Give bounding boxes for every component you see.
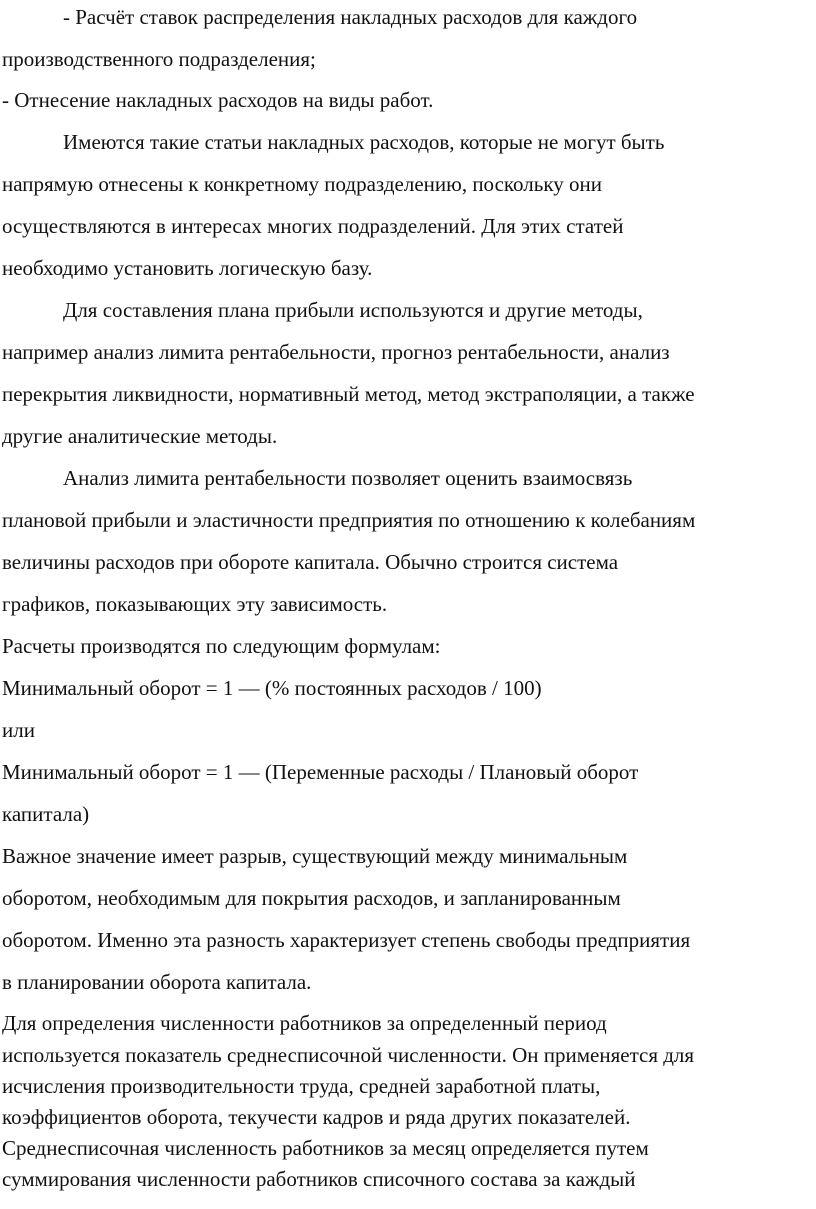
text-line: осуществляются в интересах многих подразделений. Для этих статей: [2, 214, 624, 238]
text-line: например анализ лимита рентабельности, прогноз рентабельности, анализ: [2, 340, 670, 364]
text-line: другие аналитические методы.: [2, 424, 278, 448]
formula-line: Минимальный оборот = 1 — (% постоянных расходов / 100): [2, 676, 542, 700]
text-line: перекрытия ликвидности, нормативный метод, метод экстраполяции, а также: [2, 382, 695, 406]
text-line: - Отнесение накладных расходов на виды работ.: [2, 88, 434, 112]
text-line: Важное значение имеет разрыв, существующий между минимальным: [2, 844, 628, 868]
text-line: используется показатель среднесписочной численности. Он применяется для: [2, 1043, 695, 1067]
text-line: коэффициентов оборота, текучести кадров и ряда других показателей.: [2, 1105, 631, 1129]
text-line: капитала): [2, 802, 90, 826]
text-line: оборотом. Именно эта разность характеризует степень свободы предприятия: [2, 928, 691, 952]
formula-line: Минимальный оборот = 1 — (Переменные расходы / Плановый оборот: [2, 760, 639, 784]
text-line: - Расчёт ставок распределения накладных расходов для каждого: [63, 5, 638, 29]
text-line: Имеются такие статьи накладных расходов, которые не могут быть: [63, 130, 665, 154]
text-line: Для составления плана прибыли используются и другие методы,: [63, 298, 643, 322]
text-line: оборотом, необходимым для покрытия расходов, и запланированным: [2, 886, 621, 910]
text-line: напрямую отнесены к конкретному подразделению, поскольку они: [2, 172, 602, 196]
text-line: плановой прибыли и эластичности предприятия по отношению к колебаниям: [2, 508, 696, 532]
text-line: Анализ лимита рентабельности позволяет оценить взаимосвязь: [63, 466, 633, 490]
text-line: необходимо установить логическую базу.: [2, 256, 373, 280]
text-line: суммирования численности работников списочного состава за каждый: [2, 1167, 636, 1191]
text-line: графиков, показывающих эту зависимость.: [2, 592, 388, 616]
text-line: исчисления производительности труда, средней заработной платы,: [2, 1074, 601, 1098]
text-line: в планировании оборота капитала.: [2, 970, 312, 994]
text-line: Для определения численности работников за определенный период: [2, 1011, 607, 1035]
text-line: производственного подразделения;: [2, 47, 316, 71]
text-line: Расчеты производятся по следующим формулам:: [2, 634, 441, 658]
text-line: или: [2, 718, 35, 742]
text-line: величины расходов при обороте капитала. Обычно строится система: [2, 550, 619, 574]
text-line: Среднесписочная численность работников за месяц определяется путем: [2, 1136, 649, 1160]
